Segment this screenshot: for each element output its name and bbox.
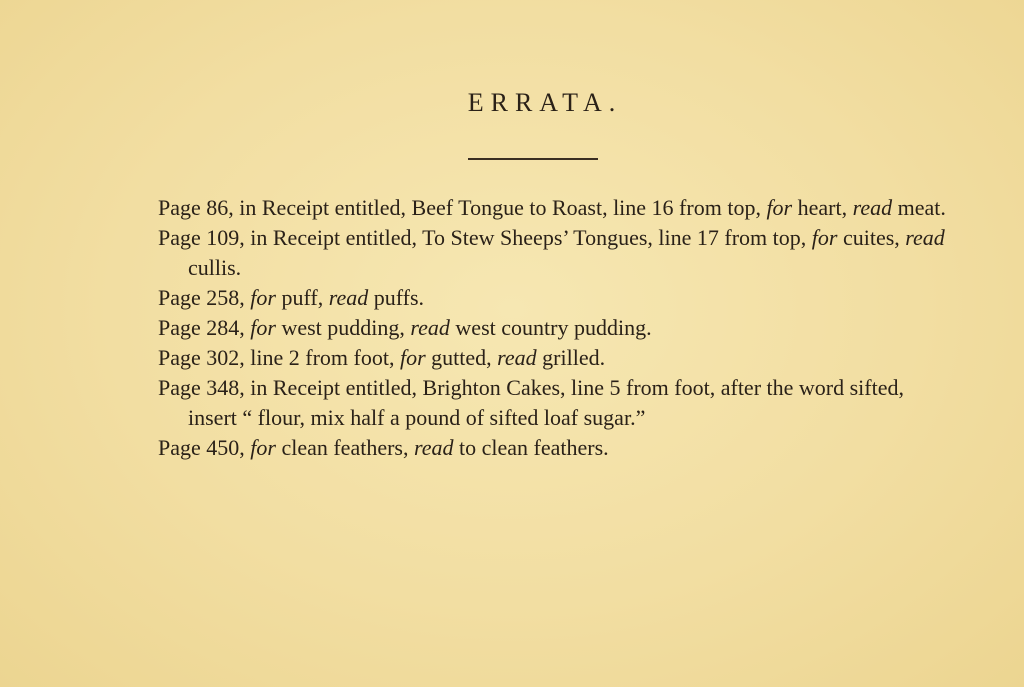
errata-text: to clean feathers. xyxy=(453,435,609,460)
errata-text: west pudding, xyxy=(275,315,411,340)
errata-entry xyxy=(158,193,948,223)
errata-text: Page 109, in Receipt entitled, To Stew Sheeps’ Tongues, line 17 from top, xyxy=(158,225,812,250)
errata-text: Page 302, line 2 from foot, xyxy=(158,345,400,370)
errata-text: gutted, xyxy=(425,345,498,370)
page-title: ERRATA. xyxy=(467,88,623,117)
errata-keyword: read xyxy=(905,225,945,250)
errata-keyword: for xyxy=(811,225,838,250)
errata-text: cuites, xyxy=(837,225,906,250)
errata-text: Page 86, in Receipt entitled, Beef Tongue to Roast, line 16 from top, xyxy=(158,195,767,220)
errata-list xyxy=(158,193,948,463)
errata-keyword: for xyxy=(399,345,426,370)
errata-entry xyxy=(158,433,948,463)
errata-keyword: read xyxy=(852,195,893,220)
errata-text: Page 348, in Receipt entitled, Brighton Cakes, line 5 from foot, after the word sifted, insert “ flour, mix half a pound of sifted loaf sugar.” xyxy=(158,375,904,430)
errata-text: grilled. xyxy=(536,345,606,370)
errata-text: puffs. xyxy=(368,285,425,310)
errata-entry xyxy=(158,313,948,343)
errata-text: Page 258, xyxy=(158,285,251,310)
errata-text: puff, xyxy=(275,285,329,310)
errata-keyword: read xyxy=(410,315,450,340)
errata-keyword: for xyxy=(250,435,276,460)
errata-keyword: for xyxy=(250,315,276,340)
errata-entry xyxy=(158,373,948,433)
errata-entry xyxy=(158,343,948,373)
title-rule xyxy=(468,158,598,160)
errata-keyword: read xyxy=(413,435,454,460)
errata-text: heart, xyxy=(792,195,853,220)
errata-text: clean feathers, xyxy=(275,435,414,460)
errata-keyword: for xyxy=(250,285,276,310)
errata-text: cullis. xyxy=(188,255,242,280)
errata-entry xyxy=(158,283,948,313)
errata-keyword: read xyxy=(328,285,369,310)
errata-text: Page 450, xyxy=(158,435,251,460)
errata-text: Page 284, xyxy=(158,315,251,340)
errata-keyword: read xyxy=(497,345,537,370)
errata-text: west country pudding. xyxy=(449,315,652,340)
errata-keyword: for xyxy=(766,195,793,220)
errata-text: meat. xyxy=(892,195,946,220)
errata-entry xyxy=(158,223,948,283)
